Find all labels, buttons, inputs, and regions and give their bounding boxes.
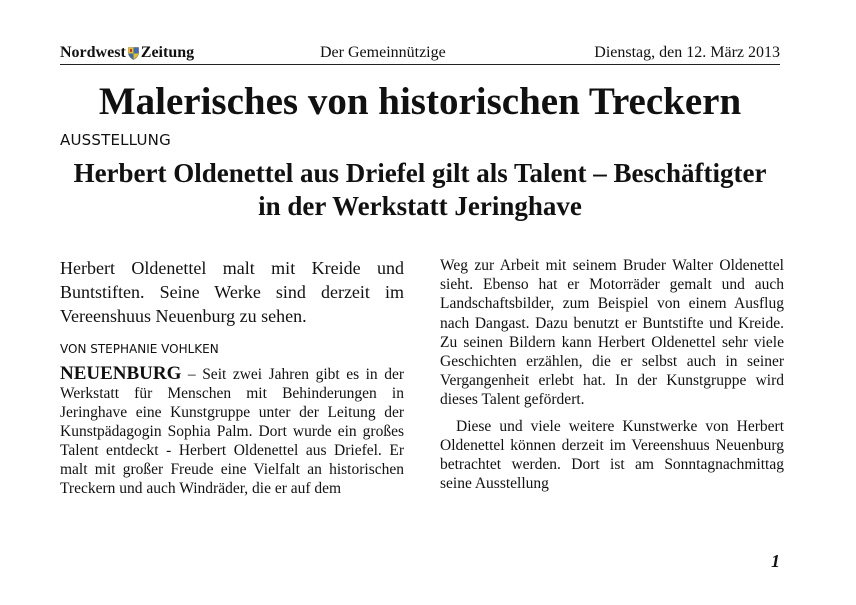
- article-column-left: [60, 256, 404, 498]
- article-column-right: [440, 256, 784, 493]
- page-number: 1: [771, 551, 780, 571]
- body-text-left: – Seit zwei Jahren gibt es in der Werkstatt für Menschen mit Behinderungen in Jeringhave eine Kunstgruppe unter der Leitung der Kunstpädagogin Sophia Palm. Dort wurde ein großes Talent entdeckt - Herbert Oldenettel aus Driefel. Er malt mit großer Freude eine Vielfalt an historischen Treckern und auch Windräder, die er auf dem: [60, 366, 404, 497]
- dateline: NEUENBURG: [60, 363, 182, 384]
- body-paragraph-1: [60, 364, 404, 498]
- issue-date: Dienstag, den 12. März 2013: [594, 44, 780, 61]
- masthead: [60, 44, 780, 65]
- paper-name-right: Zeitung: [140, 44, 195, 61]
- body-paragraph-2: Weg zur Arbeit mit seinem Bruder Walter Oldenettel sieht. Ebenso hat er Motorräder gemalt und auch Landschaftsbilder, zum Beispiel von einem Ausflug nach Dangast. Dazu benutzt er Buntstifte und Kreide. Zu seinen Bildern kann Herbert Oldenettel sehr viele Geschichten erzählen, die er selbst auch in seiner Vergangenheit erlebt hat. In der Kunstgruppe wird dieses Talent gefördert.: [440, 257, 784, 409]
- paper-name: [60, 44, 194, 62]
- intro-paragraph: Herbert Oldenettel malt mit Kreide und Buntstiften. Seine Werke sind derzeit im Vereenshuus Neuenburg zu sehen.: [60, 258, 404, 326]
- paper-name-left: Nordwest: [60, 44, 126, 61]
- headline: Malerisches von historischen Treckern: [98, 80, 742, 123]
- body-paragraph-3: Diese und viele weitere Kunstwerke von Herbert Oldenettel können derzeit im Vereenshuus Neuenburg betrachtet werden. Dort ist am Sonntagnachmittag seine Ausstellung: [440, 417, 784, 493]
- subheadline: Herbert Oldenettel aus Driefel gilt als Talent – Beschäftigter in der Werkstatt Jeringhave: [73, 158, 767, 221]
- byline: VON STEPHANIE VOHLKEN: [60, 342, 219, 356]
- section-title: Der Gemeinnützige: [320, 44, 446, 61]
- kicker: AUSSTELLUNG: [60, 131, 171, 149]
- coat-of-arms-icon: [128, 47, 139, 60]
